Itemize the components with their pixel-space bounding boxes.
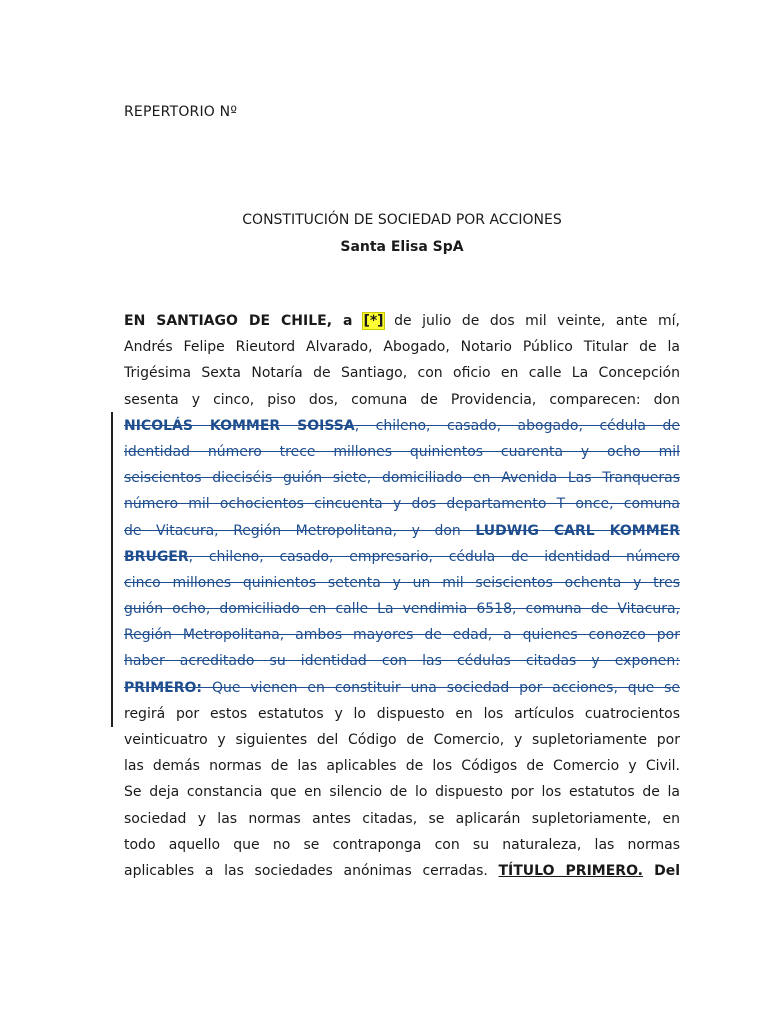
deed-body-text — [124, 308, 680, 884]
text-run: Se deja constancia que en silencio de lo dispuesto por los estatutos de la — [124, 784, 680, 801]
text-run: NICOLÁS KOMMER SOISSA — [124, 417, 355, 434]
body-line — [124, 413, 680, 439]
text-run: Que vienen en constituir una sociedad por acciones, que se — [202, 679, 680, 696]
body-line — [124, 858, 680, 884]
body-line — [124, 544, 680, 570]
text-run: sesenta y cinco, piso dos, comuna de Providencia, comparecen: don — [124, 391, 680, 408]
text-run: veinticuatro y siguientes del Código de Comercio, y supletoriamente por — [124, 732, 680, 748]
text-run: haber acreditado su identidad con las cédulas citadas y exponen: — [124, 653, 680, 670]
body-line — [124, 308, 680, 334]
text-run: de Vitacura, Región Metropolitana, y don — [124, 522, 476, 539]
document-title-block — [124, 207, 680, 261]
repertorio-heading: REPERTORIO Nº — [124, 104, 238, 120]
text-run: LUDWIG CARL KOMMER — [475, 522, 680, 539]
body-line — [124, 334, 680, 360]
text-run: EN SANTIAGO DE CHILE, a — [124, 313, 364, 329]
body-line — [124, 491, 680, 517]
body-line — [124, 360, 680, 386]
body-line — [124, 465, 680, 491]
body-line — [124, 832, 680, 858]
body-line — [124, 622, 680, 648]
body-line — [124, 518, 680, 544]
text-run: BRUGER — [124, 548, 189, 565]
text-run: Del — [643, 862, 680, 879]
body-line — [124, 753, 680, 779]
body-line — [124, 570, 680, 596]
text-run: , chileno, casado, abogado, cédula de — [354, 417, 680, 434]
text-run: Andrés Felipe Rieutord Alvarado, Abogado, Notario Público Titular de la — [124, 339, 680, 356]
body-line — [124, 779, 680, 805]
body-line — [124, 596, 680, 622]
text-run: identidad número trece millones quinientos cuarenta y ocho mil — [124, 443, 680, 460]
text-run: [*] — [363, 313, 384, 329]
revision-change-bar — [111, 412, 113, 727]
text-run: cinco millones quinientos setenta y un mil seiscientos ochenta y tres — [124, 574, 680, 591]
text-run: las demás normas de las aplicables de los Códigos de Comercio y Civil. — [124, 758, 680, 775]
text-run: número mil ochocientos cincuenta y dos departamento T once, comuna — [124, 496, 680, 513]
body-line — [124, 387, 680, 413]
body-line — [124, 806, 680, 832]
text-run: guión ocho, domiciliado en calle La vendimia 6518, comuna de Vitacura, — [124, 601, 680, 618]
body-line — [124, 648, 680, 674]
text-run: aplicables a las sociedades anónimas cerradas. — [124, 862, 499, 879]
text-run: seiscientos dieciséis guión siete, domiciliado en Avenida Las Tranqueras — [124, 470, 680, 487]
text-run: todo aquello que no se contraponga con su naturaleza, las normas — [124, 836, 680, 853]
company-name: Santa Elisa SpA — [340, 239, 464, 255]
body-line — [124, 701, 680, 727]
text-run: PRIMERO: — [124, 679, 203, 696]
document-title: CONSTITUCIÓN DE SOCIEDAD POR ACCIONES — [242, 212, 562, 228]
text-run: TÍTULO PRIMERO. — [498, 862, 643, 879]
text-run: , chileno, casado, empresario, cédula de identidad número — [188, 548, 680, 565]
text-run: regirá por estos estatutos y lo dispuesto en los artículos cuatrocientos — [124, 705, 680, 722]
body-line — [124, 675, 680, 701]
body-line — [124, 439, 680, 465]
text-run: de julio de dos mil veinte, ante mí, — [383, 313, 680, 329]
text-run: Trigésima Sexta Notaría de Santiago, con oficio en calle La Concepción — [124, 365, 680, 382]
text-run: sociedad y las normas antes citadas, se aplicarán supletoriamente, en — [124, 810, 680, 827]
body-line — [124, 727, 680, 753]
text-run: Región Metropolitana, ambos mayores de edad, a quienes conozco por — [124, 627, 680, 644]
